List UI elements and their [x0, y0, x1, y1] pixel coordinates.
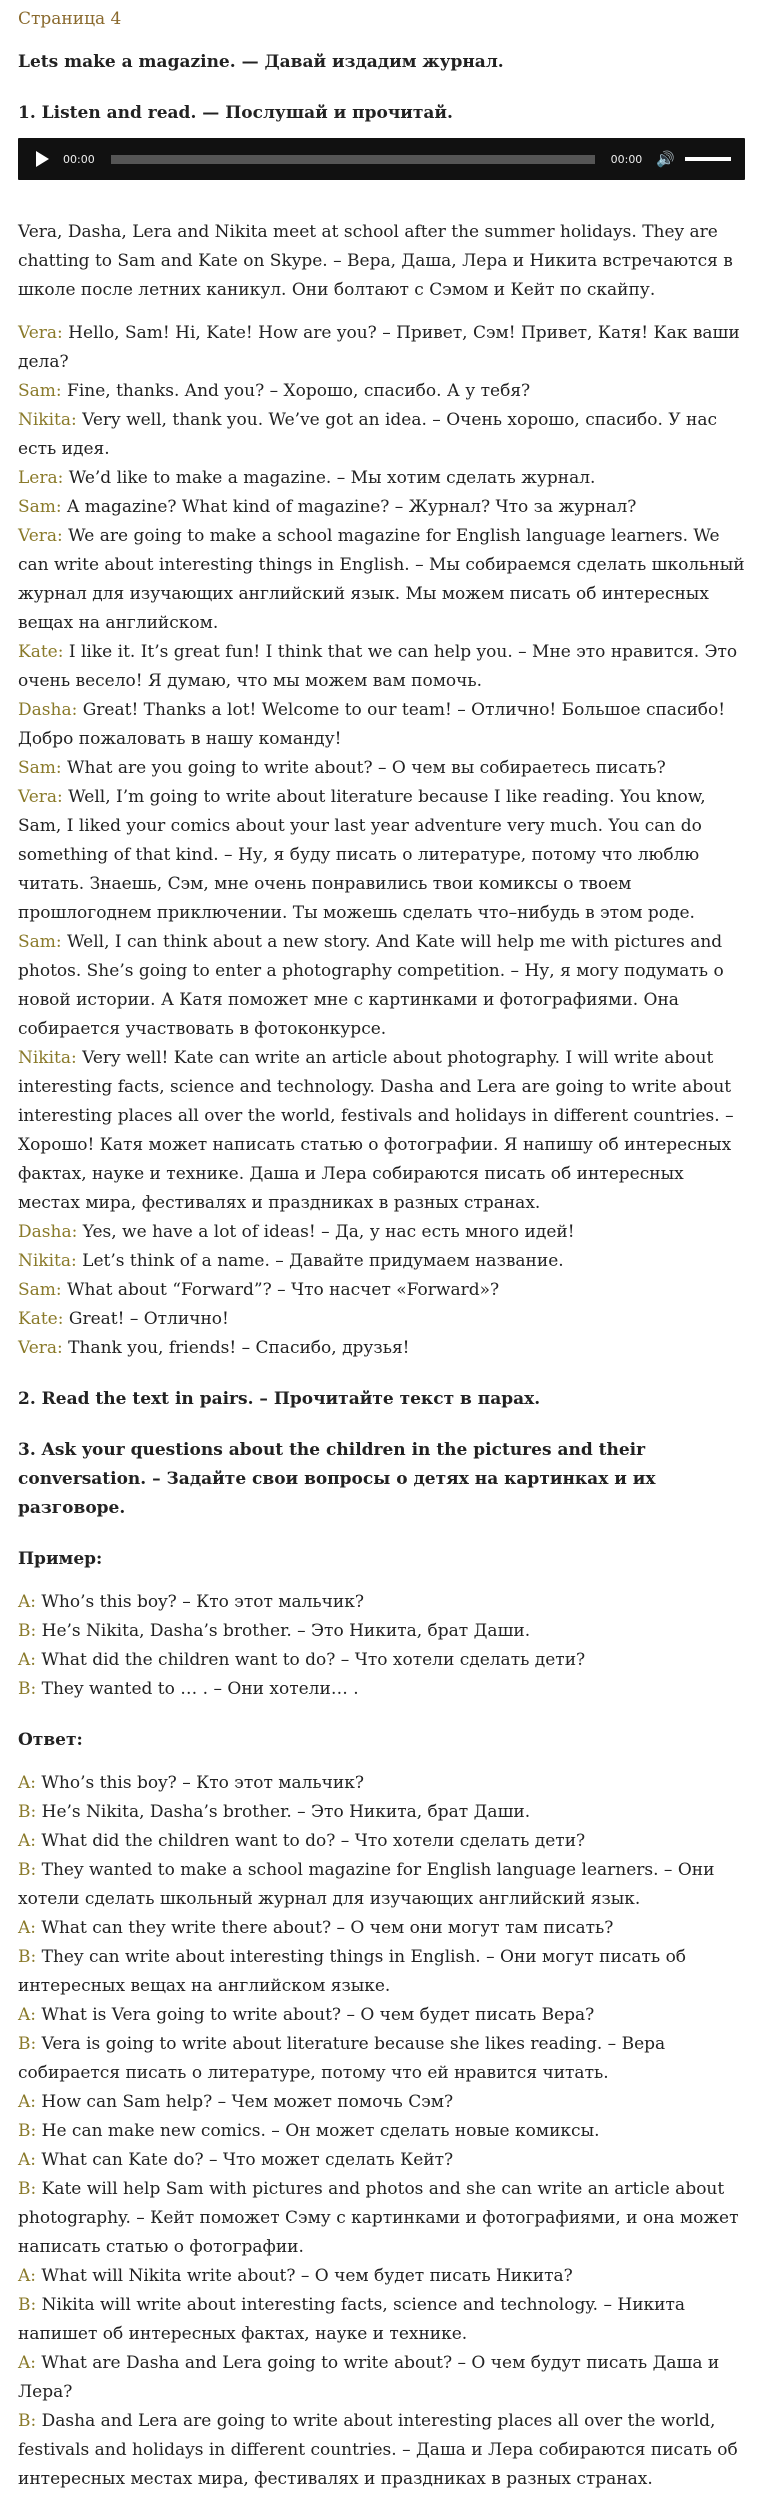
line-text: Yes, we have a lot of ideas! – Да, у нас есть много идей!: [77, 1222, 575, 1242]
line-text: Fine, thanks. And you? – Хорошо, спасибо. А у тебя?: [61, 381, 531, 401]
dialogue-line: [18, 1914, 745, 1943]
speaker-name: B:: [18, 1621, 37, 1641]
speaker-name: Nikita:: [18, 1048, 77, 1068]
speaker-name: A:: [18, 1918, 37, 1938]
speaker-name: B:: [18, 2411, 37, 2431]
speaker-name: A:: [18, 1650, 37, 1670]
line-text: Well, I’m going to write about literature because I like reading. You know, Sam, I liked your comics about your last year adventure very much. You can do something of that kind. – Ну, я буду писать о литературе, потому что люблю читать. Знаешь, Сэм, мне очень понравились твои комиксы о твоем прошлогоднем приключении. Ты можешь сделать что–нибудь в этом роде.: [18, 787, 706, 923]
speaker-name: Sam:: [18, 932, 62, 952]
dialogue-line: [18, 2030, 745, 2088]
line-text: Thank you, friends! – Спасибо, друзья!: [62, 1338, 410, 1358]
progress-track[interactable]: [111, 155, 595, 164]
dialogue-line: [18, 1305, 745, 1334]
speaker-name: A:: [18, 1773, 37, 1793]
dialogue-line: [18, 696, 745, 754]
dialogue-line: [18, 2175, 745, 2262]
dialogue-line: [18, 493, 745, 522]
line-text: Well, I can think about a new story. And Kate will help me with pictures and photos. She’s going to enter a photography competition. – Ну, я могу подумать о новой истории. А Катя поможет мне с картинками и фотографиями. Она собирается участвовать в фотоконкурсе.: [18, 932, 724, 1039]
dialogue-line: [18, 1769, 745, 1798]
line-text: He can make new comics. – Он может сделать новые комиксы.: [36, 2121, 600, 2141]
line-text: We are going to make a school magazine for English language learners. We can write about interesting things in English. – Мы собираемся сделать школьный журнал для изучающих английский язык. Мы можем писать об интересных вещах на английском.: [18, 526, 745, 633]
dialogue-line: [18, 1675, 745, 1704]
line-text: What will Nikita write about? – О чем будет писать Никита?: [36, 2266, 573, 2286]
line-text: He’s Nikita, Dasha’s brother. – Это Никита, брат Даши.: [36, 1621, 531, 1641]
line-text: A magazine? What kind of magazine? – Журнал? Что за журнал?: [61, 497, 637, 517]
speaker-name: Kate:: [18, 642, 64, 662]
speaker-name: B:: [18, 2034, 37, 2054]
line-text: Who’s this boy? – Кто этот мальчик?: [36, 1773, 364, 1793]
speaker-name: A:: [18, 1831, 37, 1851]
speaker-name: A:: [18, 1592, 37, 1612]
example-dialogue: [18, 1588, 745, 1704]
dialogue: [18, 319, 745, 1363]
dialogue-line: [18, 1617, 745, 1646]
speaker-name: Sam:: [18, 381, 62, 401]
play-icon[interactable]: [36, 151, 49, 167]
line-text: What is Vera going to write about? – О чем будет писать Вера?: [36, 2005, 595, 2025]
line-text: I like it. It’s great fun! I think that we can help you. – Мне это нравится. Это очень весело! Я думаю, что мы можем вам помочь.: [18, 642, 738, 691]
exercise-1-title: 1. Listen and read. — Послушай и прочитай.: [18, 103, 453, 123]
example-label: Пример:: [18, 1549, 103, 1569]
line-text: Great! Thanks a lot! Welcome to our team! – Отлично! Большое спасибо! Добро пожаловать в нашу команду!: [18, 700, 726, 749]
speaker-name: B:: [18, 1802, 37, 1822]
line-text: What can Kate do? – Что может сделать Кейт?: [36, 2150, 454, 2170]
line-text: How can Sam help? – Чем может помочь Сэм?: [36, 2092, 454, 2112]
speaker-name: B:: [18, 1860, 37, 1880]
speaker-name: A:: [18, 2266, 37, 2286]
dialogue-line: [18, 1044, 745, 1218]
line-text: Kate will help Sam with pictures and photos and she can write an article about photography. – Кейт поможет Сэму с картинками и фотографиями, и она может написать статью о фотографии.: [18, 2179, 739, 2257]
page-label: Страница 4: [18, 9, 122, 29]
dialogue-line: [18, 1276, 745, 1305]
speaker-name: Nikita:: [18, 410, 77, 430]
line-text: What are you going to write about? – О чем вы собираетесь писать?: [61, 758, 666, 778]
dialogue-line: [18, 1646, 745, 1675]
line-text: Very well, thank you. We’ve got an idea. – Очень хорошо, спасибо. У нас есть идея.: [18, 410, 718, 459]
speaker-name: Sam:: [18, 758, 62, 778]
speaker-name: A:: [18, 2150, 37, 2170]
speaker-name: Kate:: [18, 1309, 64, 1329]
dialogue-line: [18, 2349, 745, 2407]
speaker-name: B:: [18, 2295, 37, 2315]
speaker-name: Vera:: [18, 323, 63, 343]
line-text: Who’s this boy? – Кто этот мальчик?: [36, 1592, 364, 1612]
volume-icon[interactable]: 🔊: [656, 149, 675, 168]
line-text: Dasha and Lera are going to write about interesting places all over the world, festivals and holidays in different countries. – Даша и Лера собираются писать об интересных местах мира, фестивалях и праздниках в разных странах.: [18, 2411, 738, 2489]
dialogue-line: [18, 1943, 745, 2001]
speaker-name: Sam:: [18, 1280, 62, 1300]
speaker-name: Vera:: [18, 526, 63, 546]
speaker-name: Lera:: [18, 468, 64, 488]
line-text: What did the children want to do? – Что хотели сделать дети?: [36, 1650, 586, 1670]
line-text: Great! – Отлично!: [63, 1309, 229, 1329]
line-text: What did the children want to do? – Что хотели сделать дети?: [36, 1831, 586, 1851]
dialogue-line: [18, 1798, 745, 1827]
exercise-3-title: 3. Ask your questions about the children in the pictures and their conversation. – Задайте свои вопросы о детях на картинках и их разговоре.: [18, 1440, 656, 1518]
speaker-name: B:: [18, 2179, 37, 2199]
line-text: Nikita will write about interesting facts, science and technology. – Никита напишет об интересных фактах, науке и технике.: [18, 2295, 686, 2344]
dialogue-line: [18, 2001, 745, 2030]
line-text: They can write about interesting things in English. – Они могут писать об интересных вещах на английском языке.: [18, 1947, 687, 1996]
speaker-name: B:: [18, 2121, 37, 2141]
dialogue-line: [18, 2407, 745, 2494]
intro-paragraph: Vera, Dasha, Lera and Nikita meet at school after the summer holidays. They are chatting to Sam and Kate on Skype. – Вера, Даша, Лера и Никита встречаются в школе после летних каникул. Они болтают с Сэмом и Кейт по скайпу.: [18, 222, 733, 300]
page-content: [0, 2, 763, 2498]
speaker-name: A:: [18, 2005, 37, 2025]
dialogue-line: [18, 1856, 745, 1914]
volume-slider[interactable]: [685, 157, 731, 161]
dialogue-line: [18, 754, 745, 783]
line-text: Let’s think of a name. – Давайте придумаем название.: [76, 1251, 564, 1271]
dialogue-line: [18, 928, 745, 1044]
dialogue-line: [18, 783, 745, 928]
dialogue-line: [18, 1588, 745, 1617]
dialogue-line: [18, 2146, 745, 2175]
dialogue-line: [18, 2117, 745, 2146]
dialogue-line: [18, 638, 745, 696]
dialogue-line: [18, 464, 745, 493]
dialogue-line: [18, 377, 745, 406]
speaker-name: Sam:: [18, 497, 62, 517]
speaker-name: A:: [18, 2353, 37, 2373]
speaker-name: Vera:: [18, 787, 63, 807]
line-text: He’s Nikita, Dasha’s brother. – Это Никита, брат Даши.: [36, 1802, 531, 1822]
line-text: They wanted to make a school magazine for English language learners. – Они хотели сделать школьный журнал для изучающих английский язык.: [18, 1860, 715, 1909]
speaker-name: Dasha:: [18, 700, 78, 720]
dialogue-line: [18, 319, 745, 377]
dialogue-line: [18, 1247, 745, 1276]
line-text: What about “Forward”? – Что насчет «Forward»?: [61, 1280, 500, 1300]
current-time: 00:00: [63, 152, 95, 166]
dialogue-line: [18, 2291, 745, 2349]
answer-dialogue: [18, 1769, 745, 2494]
line-text: Vera is going to write about literature because she likes reading. – Вера собирается писать о литературе, потому что ей нравится читать.: [18, 2034, 666, 2083]
dialogue-line: [18, 522, 745, 638]
dialogue-line: [18, 1827, 745, 1856]
line-text: What are Dasha and Lera going to write about? – О чем будут писать Даша и Лера?: [18, 2353, 720, 2402]
dialogue-line: [18, 406, 745, 464]
line-text: They wanted to … . – Они хотели… .: [36, 1679, 359, 1699]
line-text: What can they write there about? – О чем они могут там писать?: [36, 1918, 614, 1938]
speaker-name: Nikita:: [18, 1251, 77, 1271]
lesson-title: Lets make a magazine. — Давай издадим журнал.: [18, 52, 504, 72]
duration: 00:00: [610, 152, 643, 166]
answer-label: Ответ:: [18, 1730, 83, 1750]
exercise-2-title: 2. Read the text in pairs. – Прочитайте текст в парах.: [18, 1389, 541, 1409]
line-text: Hello, Sam! Hi, Kate! How are you? – Привет, Сэм! Привет, Катя! Как ваши дела?: [18, 323, 740, 372]
speaker-name: A:: [18, 2092, 37, 2112]
dialogue-line: [18, 2262, 745, 2291]
speaker-name: Vera:: [18, 1338, 63, 1358]
speaker-name: B:: [18, 1947, 37, 1967]
audio-player: [18, 138, 745, 180]
dialogue-line: [18, 1334, 745, 1363]
dialogue-line: [18, 2088, 745, 2117]
dialogue-line: [18, 1218, 745, 1247]
speaker-name: B:: [18, 1679, 37, 1699]
line-text: We’d like to make a magazine. – Мы хотим сделать журнал.: [63, 468, 596, 488]
speaker-name: Dasha:: [18, 1222, 78, 1242]
line-text: Very well! Kate can write an article about photography. I will write about interesting facts, science and technology. Dasha and Lera are going to write about interesting places all over the world, festivals and holidays in different countries. – Хорошо! Катя может написать статью о фотографии. Я напишу об интересных фактах, науке и технике. Даша и Лера собираются писать об интересных местах мира, фестивалях и праздниках в разных странах.: [18, 1048, 734, 1213]
